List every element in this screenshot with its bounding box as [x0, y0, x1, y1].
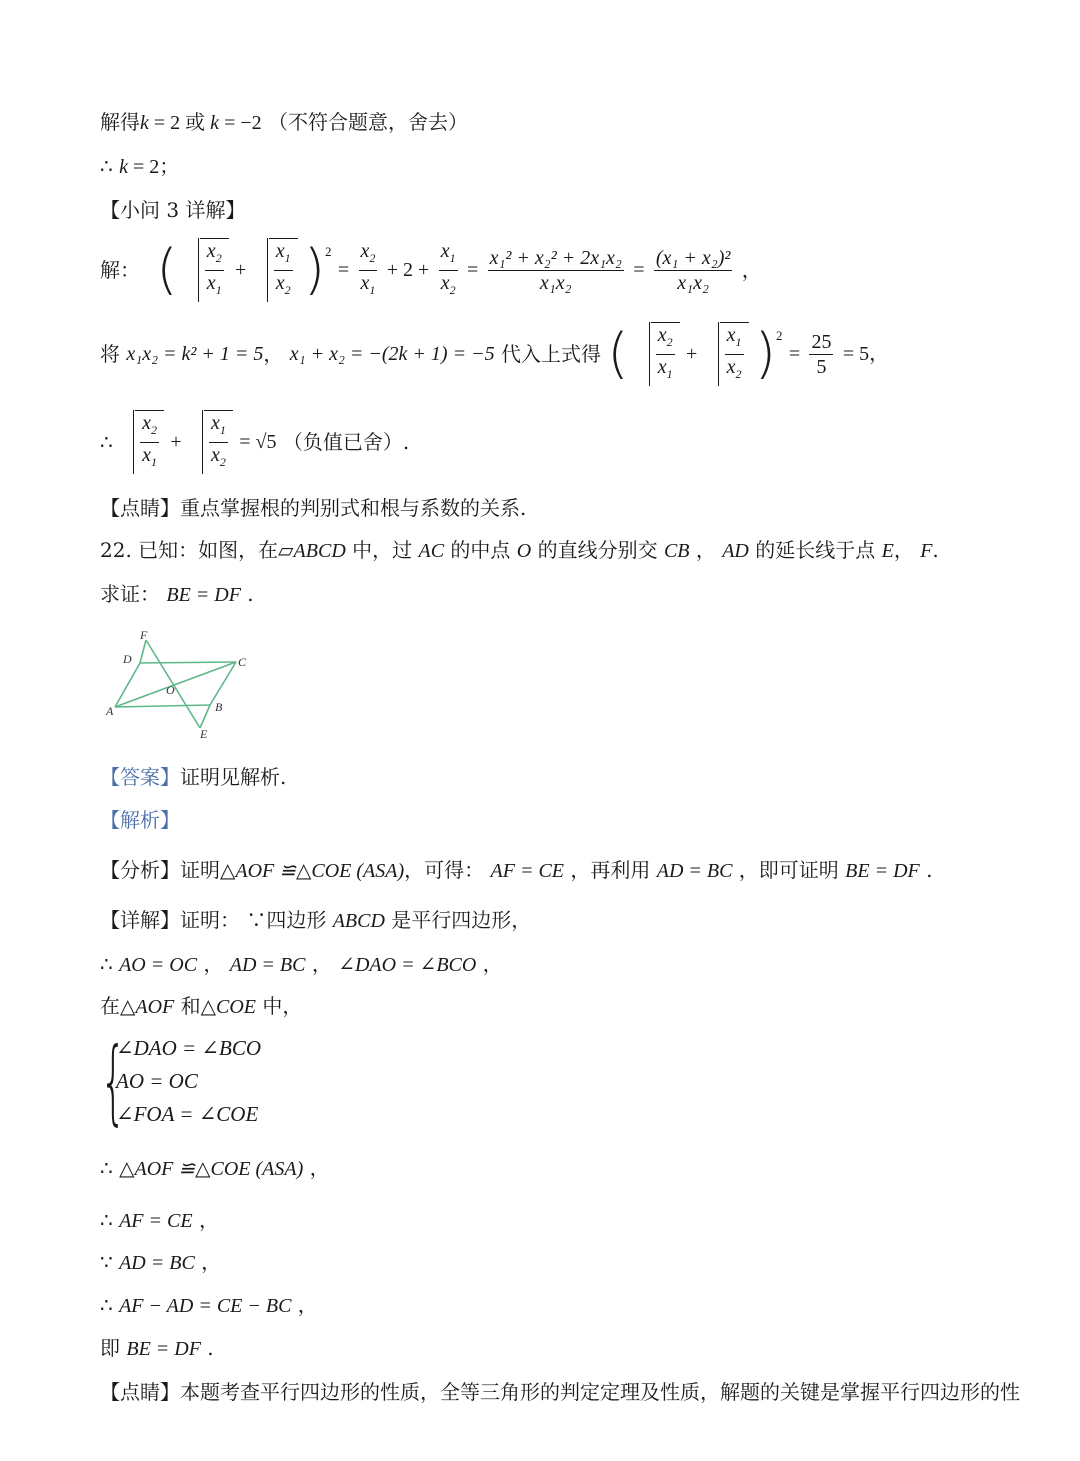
side-DC	[140, 662, 236, 663]
extension-BE	[200, 705, 210, 728]
side-AB	[115, 705, 210, 707]
xiangjie-line: 【详解】证明： ∵四边形 ABCD 是平行四边形，	[100, 908, 532, 932]
system-eq-1: ∠DAO = ∠BCO	[116, 1036, 262, 1060]
step-7: 即 BE = DF .	[100, 1336, 214, 1360]
extension-DF	[140, 640, 146, 663]
analysis-tag: 【解析】	[100, 808, 180, 832]
substitution-line: 将 x₁x₂ = k² + 1 = 5， x₁ + x₂ = −(2k + 1) = −5 代入上式得 ( $\frac{x_2}{x_1}$ + $\frac{x_1}{x_2}$ )$^2$ = $\frac{25}{5}$ = 5，	[100, 322, 890, 385]
system-brace: {	[100, 1028, 127, 1135]
result-sqrt5: ∴ $\frac{x_2}{x_1}$ + $\frac{x_1}{x_2}$ = √5 （负值已舍）.	[100, 410, 409, 474]
answer-line: 【答案】证明见解析.	[100, 765, 287, 789]
label-D: D	[123, 652, 132, 666]
dianjing-note-2: 【点睛】本题考查平行四边形的性质，全等三角形的判定定理及性质，解题的关键是掌握平行四边形的性	[100, 1380, 1020, 1404]
step-3: ∴ △AOF ≌△COE (ASA) ，	[100, 1156, 330, 1180]
step-6: ∴ AF − AD = CE − BC ，	[100, 1293, 318, 1317]
question-22: 22. 已知：如图，在▱ABCD 中，过 AC 的中点 O 的直线分别交 CB ， AD 的延长线于点 E， F.	[100, 538, 939, 562]
label-E: E	[200, 727, 208, 741]
dianjing-note-1: 【点睛】重点掌握根的判别式和根与系数的关系.	[100, 496, 527, 520]
step-5: ∵ AD = BC ，	[100, 1250, 222, 1274]
label-C: C	[238, 655, 247, 669]
label-F: F	[140, 628, 148, 642]
label-O: O	[166, 683, 175, 697]
step-4: ∴ AF = CE ，	[100, 1208, 219, 1232]
system-eq-3: ∠FOA = ∠COE	[116, 1102, 259, 1126]
prove-statement: 求证： BE = DF .	[100, 582, 254, 606]
label-A: A	[106, 704, 114, 718]
subquestion-3-header: 【小问 3 详解】	[100, 198, 246, 222]
parallelogram-figure	[100, 625, 260, 745]
formula-expansion: 解： ( $\frac{x_2}{x_1}$ + $\frac{x_1}{x_2}$ )$^2$ = $\frac{x_2}{x_1}$ + 2 + $\frac{x_1}{x_2}$ = $\frac{\text{x₁² + x₂² + 2x₁x₂}}{\text{x₁x₂}}$ = $\frac{\text{(x₁ + x₂)²}}{\text{x₁x₂}}$ ，	[100, 238, 762, 301]
system-eq-2: AO = OC	[116, 1069, 198, 1093]
side-CB	[210, 662, 236, 705]
step-1: ∴ AO = OC ， AD = BC ， ∠DAO = ∠BCO ，	[100, 952, 503, 976]
fenxi-line: 【分析】证明△AOF ≌△COE (ASA)，可得： AF = CE ，再利用 AD = BC ，即可证明 BE = DF .	[100, 858, 933, 882]
side-AD	[115, 663, 140, 707]
solution-line-k: 解得k = 2 或 k = −2 （不符合题意，舍去）	[100, 110, 468, 134]
therefore-k: ∴ k = 2；	[100, 154, 180, 178]
step-2: 在△AOF 和△COE 中，	[100, 994, 303, 1018]
label-B: B	[215, 700, 223, 714]
